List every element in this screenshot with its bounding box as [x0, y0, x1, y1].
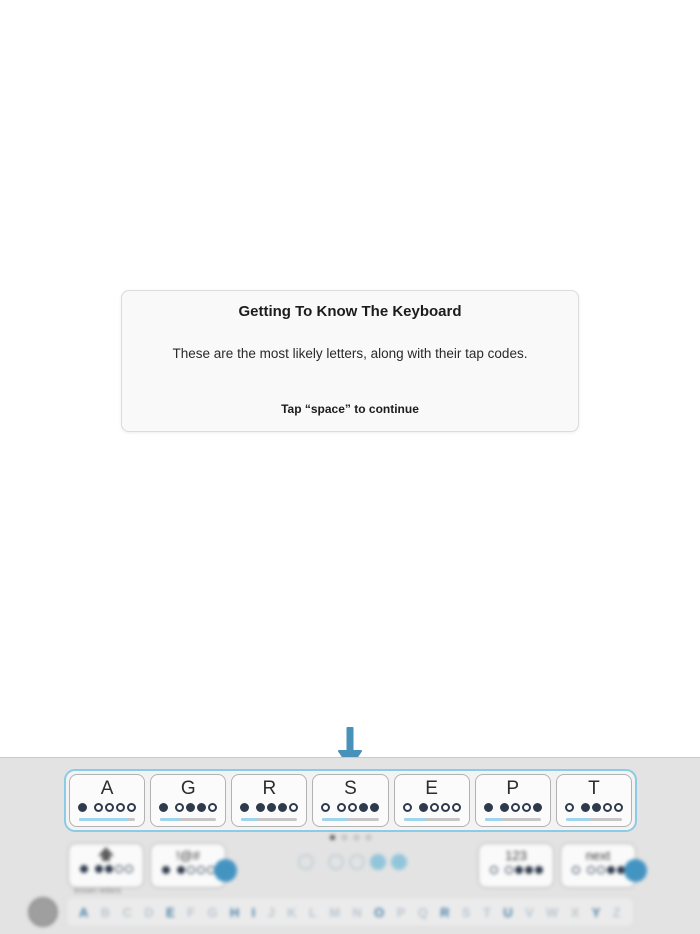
page-dot-active: [330, 835, 335, 840]
dot-filled: [535, 866, 543, 874]
letter-L: L: [308, 904, 317, 920]
letter-U: U: [503, 904, 513, 920]
key-symbols[interactable]: [150, 843, 226, 888]
dot-empty: [115, 865, 123, 873]
tap-code-dots: [490, 866, 543, 874]
dialog-title: Getting To Know The Keyboard: [238, 303, 462, 320]
tap-code-dots: [80, 865, 133, 873]
dot-empty: [572, 866, 580, 874]
space-circle-filled: [391, 854, 407, 870]
page-indicator: [330, 835, 371, 840]
dot-filled: [105, 865, 113, 873]
letter-A: A: [79, 904, 89, 920]
letter-K: K: [287, 904, 297, 920]
space-circle-empty: [328, 854, 344, 870]
space-key-tap-indicator[interactable]: [298, 854, 412, 870]
keyboard-lower-rows: [0, 758, 700, 934]
dot-filled: [162, 866, 170, 874]
dot-empty: [490, 866, 498, 874]
key-letter: S: [344, 778, 357, 799]
shift-arrow-icon: [98, 847, 114, 861]
letter-O: O: [374, 904, 385, 920]
key-letter: R: [262, 778, 277, 799]
letter-D: D: [144, 904, 154, 920]
dot-empty: [187, 866, 195, 874]
letter-N: N: [352, 904, 362, 920]
keyboard-panel: [0, 757, 700, 934]
letter-J: J: [267, 904, 275, 920]
key-shift[interactable]: [68, 843, 144, 888]
dot-filled: [80, 865, 88, 873]
dot-empty: [587, 866, 595, 874]
badge-icon: [214, 859, 237, 882]
tutorial-dialog: [121, 290, 579, 432]
letter-G: G: [207, 904, 218, 920]
page-dot: [354, 835, 359, 840]
letter-W: W: [546, 904, 559, 920]
known-letters-label: known letters: [74, 886, 122, 895]
letter-Y: Y: [591, 904, 601, 920]
tap-code-dots: [572, 866, 625, 874]
key-letter: A: [100, 778, 114, 799]
dot-filled: [607, 866, 615, 874]
dot-empty: [597, 866, 605, 874]
space-circle-filled: [370, 854, 386, 870]
letter-E: E: [166, 904, 175, 920]
space-circle-empty: [298, 854, 314, 870]
dot-filled: [525, 866, 533, 874]
letter-X: X: [570, 904, 580, 920]
tap-code-dots: [162, 866, 215, 874]
key-label: 123: [505, 848, 527, 863]
space-circle-empty: [349, 854, 365, 870]
key-label: next: [585, 848, 611, 863]
key-letter: G: [180, 778, 196, 799]
letter-T: T: [482, 904, 491, 920]
letter-F: F: [187, 904, 195, 920]
page-dot: [342, 835, 347, 840]
letter-H: H: [229, 904, 240, 920]
key-label: !@#: [175, 848, 201, 863]
key-numbers[interactable]: [478, 843, 554, 888]
letter-V: V: [525, 904, 534, 920]
letter-M: M: [329, 904, 341, 920]
letter-Q: Q: [417, 904, 428, 920]
key-next[interactable]: [560, 843, 636, 888]
key-letter: P: [506, 778, 520, 799]
dot-empty: [197, 866, 205, 874]
page-dot: [366, 835, 371, 840]
dialog-body-text: These are the most likely letters, along with their tap codes.: [172, 346, 528, 361]
dialog-footer-hint: Tap “space” to continue: [281, 402, 419, 416]
alphabet-status-row: [66, 897, 634, 927]
letter-Z: Z: [612, 904, 621, 920]
dot-empty: [505, 866, 513, 874]
letter-S: S: [461, 904, 471, 920]
dot-filled: [515, 866, 523, 874]
dot-empty: [125, 865, 133, 873]
dot-filled: [95, 865, 103, 873]
round-button[interactable]: [28, 897, 58, 927]
key-letter: E: [425, 778, 438, 799]
letter-I: I: [251, 904, 256, 920]
dot-filled: [177, 866, 185, 874]
letter-B: B: [100, 904, 111, 920]
badge-icon: [624, 859, 647, 882]
letter-R: R: [440, 904, 450, 920]
key-letter: T: [588, 778, 600, 799]
letter-P: P: [396, 904, 406, 920]
letter-C: C: [122, 904, 132, 920]
